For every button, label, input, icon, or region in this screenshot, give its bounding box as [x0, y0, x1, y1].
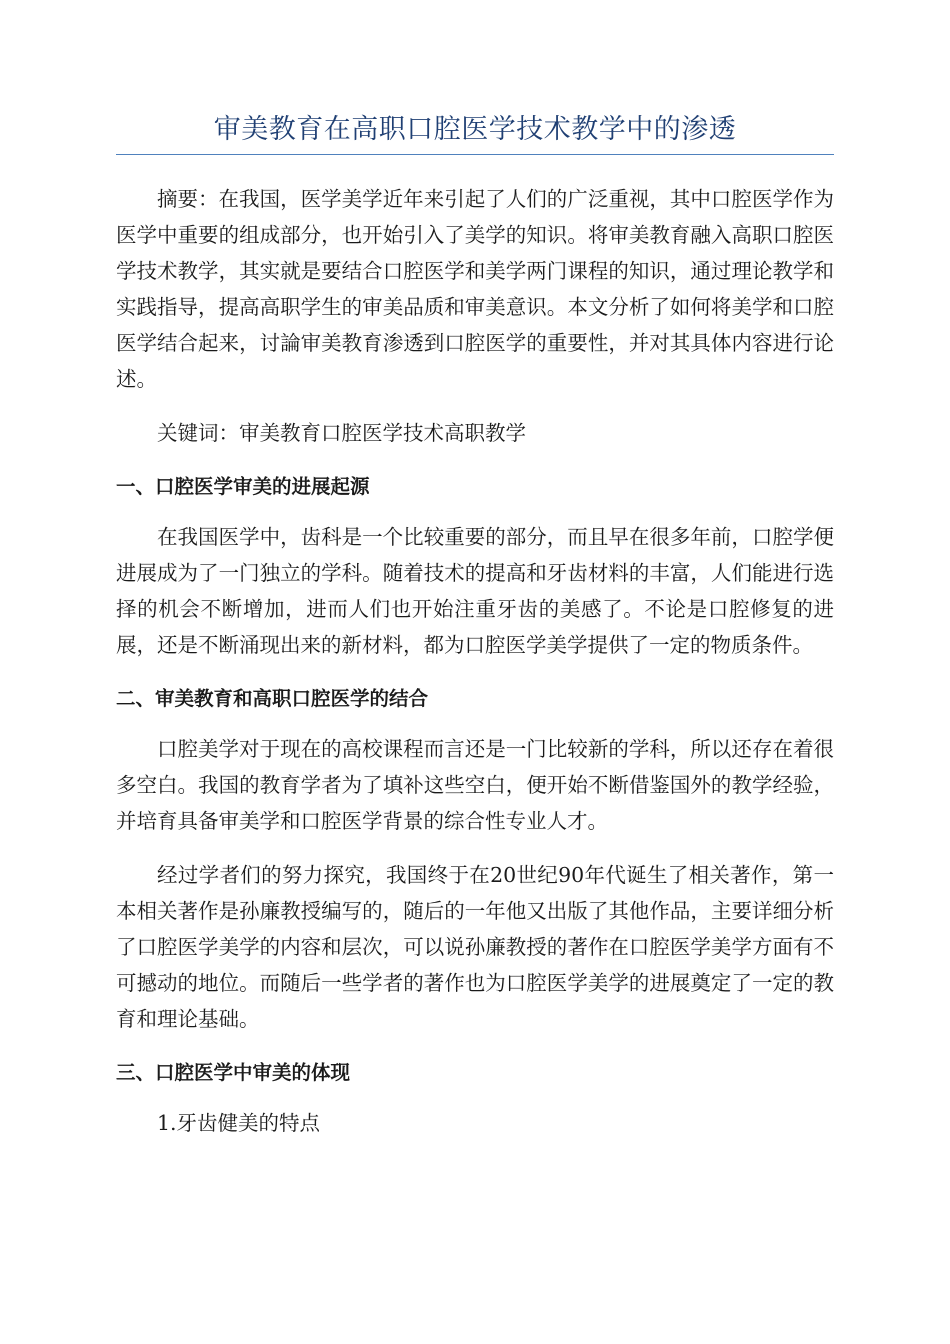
section-1-paragraph-1: 在我国医学中，齿科是一个比较重要的部分，而且早在很多年前，口腔学便进展成为了一门独立的学科。随着技术的提高和牙齿材料的丰富，人们能进行选择的机会不断增加，进而人们也开始注重牙齿的美感了。不论是口腔修复的进展，还是不断涌现出来的新材料，都为口腔医学美学提供了一定的物质条件。: [116, 525, 834, 657]
document-page: [116, 108, 834, 1141]
section-heading-1: 一、口腔医学审美的进展起源: [116, 475, 370, 498]
section-3-subitem-1: 1.牙齿健美的特点: [157, 1111, 321, 1135]
section-heading-3: 三、口腔医学中审美的体现: [116, 1061, 351, 1084]
abstract-paragraph: 摘要：在我国，医学美学近年来引起了人们的广泛重视，其中口腔医学作为医学中重要的组成部分，也开始引入了美学的知识。将审美教育融入高职口腔医学技术教学，其实就是要结合口腔医学和美学两门课程的知识，通过理论教学和实践指导，提高高职学生的审美品质和审美意识。本文分析了如何将美学和口腔医学结合起来，讨論审美教育渗透到口腔医学的重要性，并对其具体内容进行论述。: [116, 187, 834, 391]
section-heading-2: 二、审美教育和高职口腔医学的结合: [116, 687, 429, 710]
document-title: 审美教育在高职口腔医学技术教学中的渗透: [116, 108, 834, 155]
section-2-paragraph-1: 口腔美学对于现在的高校课程而言还是一门比较新的学科，所以还存在着很多空白。我国的教育学者为了填补这些空白，便开始不断借鉴国外的教学经验，并培育具备审美学和口腔医学背景的综合性专业人才。: [116, 737, 834, 833]
keywords-line: 关键词：审美教育口腔医学技术高职教学: [157, 421, 526, 445]
section-2-paragraph-2: 经过学者们的努力探究，我国终于在20世纪90年代诞生了相关著作，第一本相关著作是孙廉教授编写的，随后的一年他又出版了其他作品，主要详细分析了口腔医学美学的内容和层次，可以说孙廉教授的著作在口腔医学美学方面有不可撼动的地位。而随后一些学者的著作也为口腔医学美学的进展奠定了一定的教育和理论基础。: [116, 863, 834, 1031]
